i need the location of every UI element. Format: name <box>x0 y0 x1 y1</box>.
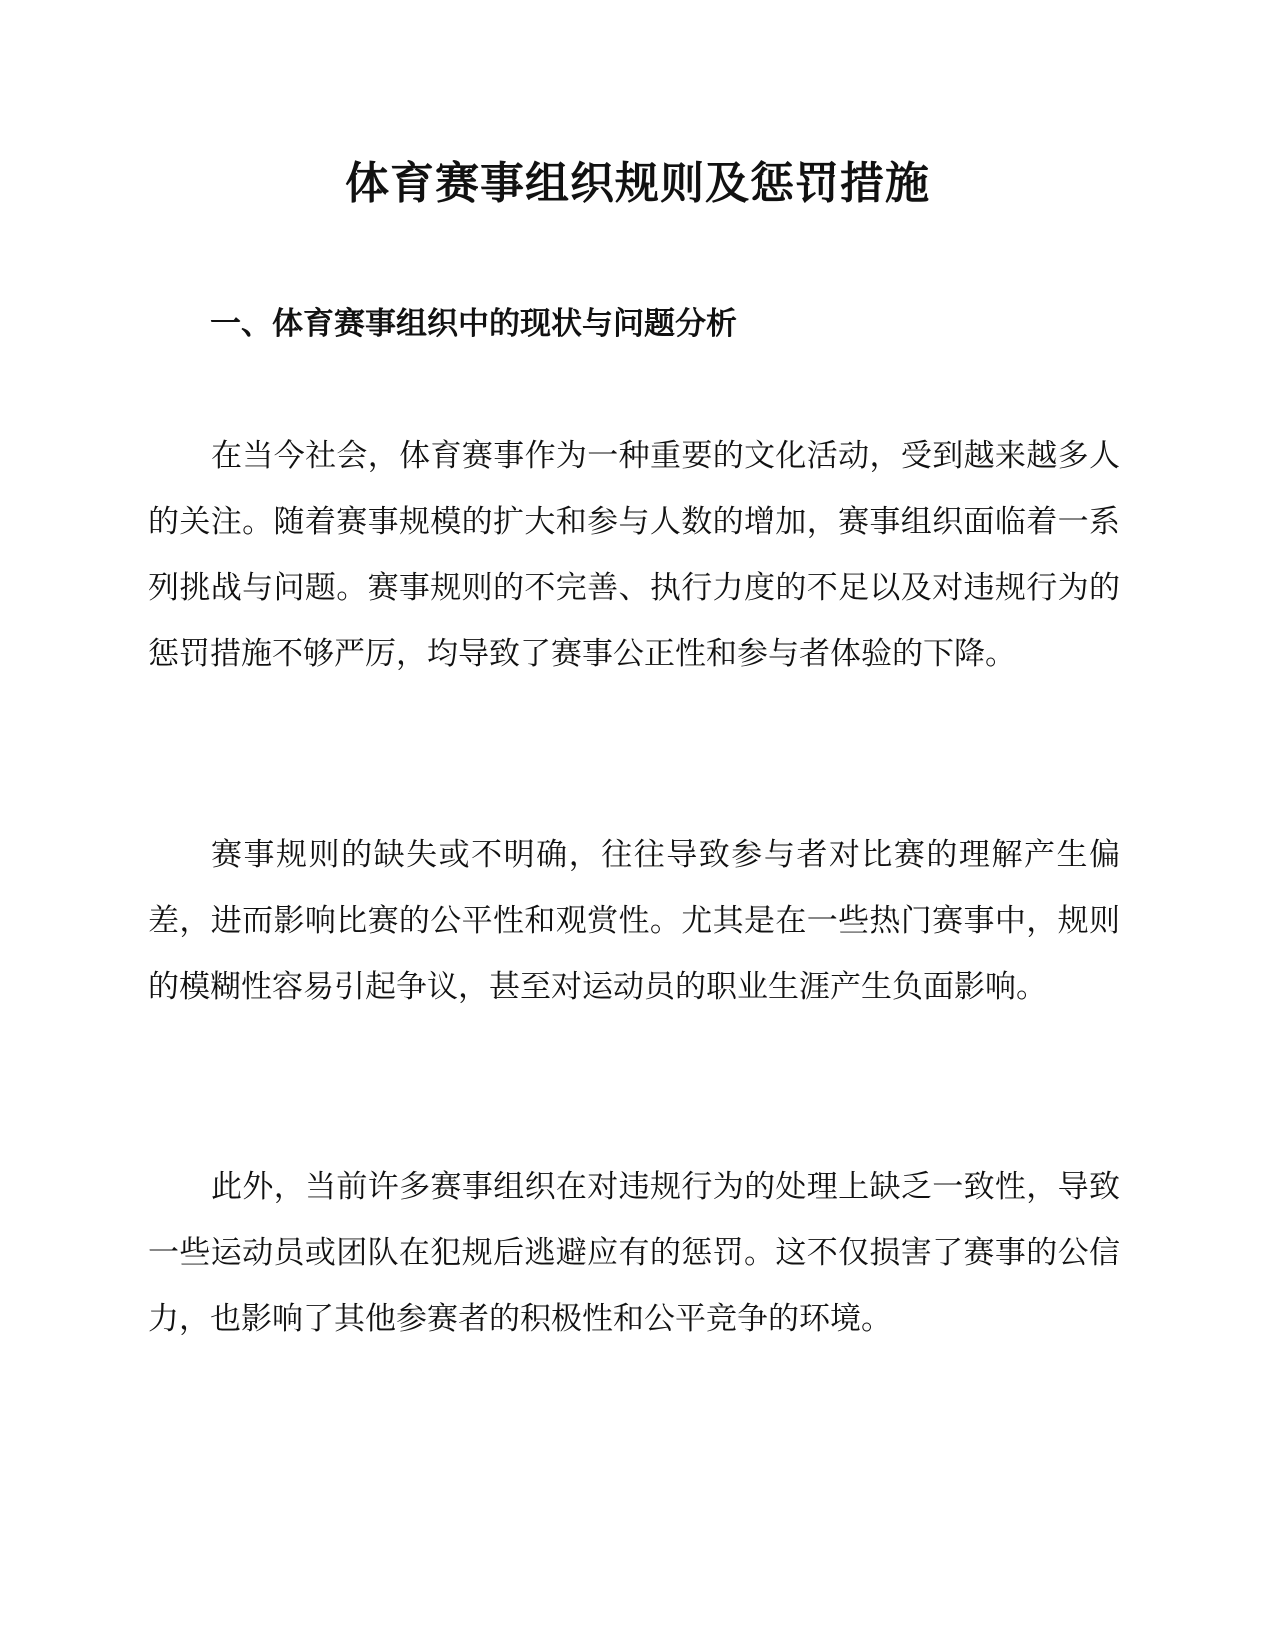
paragraph-1: 在当今社会，体育赛事作为一种重要的文化活动，受到越来越多人的关注。随着赛事规模的扩大和参与人数的增加，赛事组织面临着一系列挑战与问题。赛事规则的不完善、执行力度的不足以及对违规行为的惩罚措施不够严厉，均导致了赛事公正性和参与者体验的下降。 <box>148 438 1120 672</box>
section-heading: 一、体育赛事组织中的现状与问题分析 <box>210 306 737 342</box>
paragraph-2: 赛事规则的缺失或不明确，往往导致参与者对比赛的理解产生偏差，进而影响比赛的公平性和观赏性。尤其是在一些热门赛事中，规则的模糊性容易引起争议，甚至对运动员的职业生涯产生负面影响。 <box>148 837 1120 1005</box>
paragraph-3: 此外，当前许多赛事组织在对违规行为的处理上缺乏一致性，导致一些运动员或团队在犯规后逃避应有的惩罚。这不仅损害了赛事的公信力，也影响了其他参赛者的积极性和公平竞争的环境。 <box>148 1169 1120 1337</box>
document-title: 体育赛事组织规则及惩罚措施 <box>345 158 930 209</box>
